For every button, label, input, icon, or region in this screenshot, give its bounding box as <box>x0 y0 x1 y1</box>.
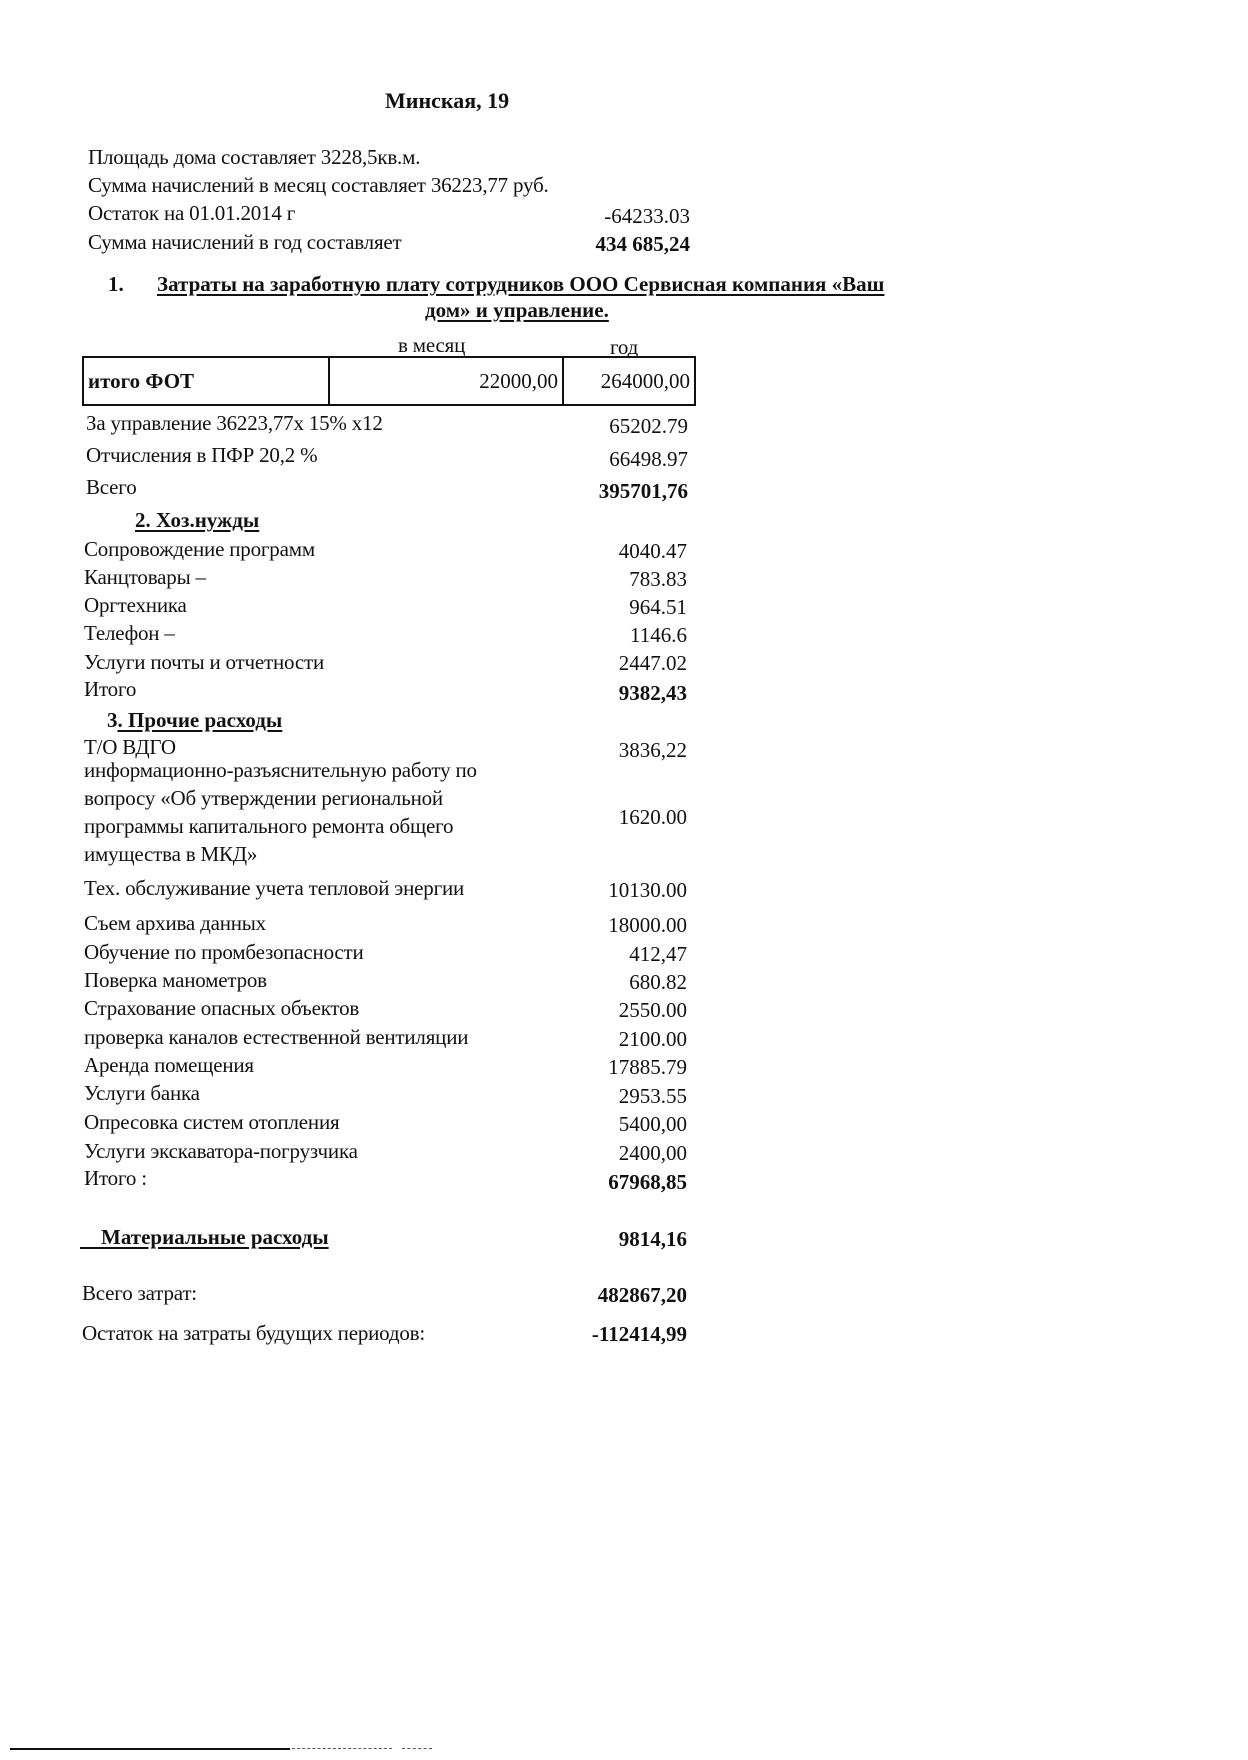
list-item-value: 680.82 <box>629 970 687 994</box>
column-header-year: год <box>610 335 639 359</box>
balance-label: Остаток на 01.01.2014 г <box>88 201 296 225</box>
list-item-value: 3836,22 <box>618 738 687 762</box>
list-item-value: 10130.00 <box>608 878 687 902</box>
future-remainder-label: Остаток на затраты будущих периодов: <box>82 1321 426 1345</box>
scan-edge-line <box>10 1748 290 1750</box>
list-item: Опресовка систем отопления <box>84 1110 340 1134</box>
list-item: вопросу «Об утверждении региональной <box>84 786 443 810</box>
section1-number: 1. <box>108 272 124 296</box>
list-item-value: 1146.6 <box>630 623 687 647</box>
list-item: Обучение по промбезопасности <box>84 940 364 964</box>
scan-edge-dots <box>402 1748 432 1750</box>
list-item-value: 18000.00 <box>608 913 687 937</box>
section2-total-value: 9382,43 <box>618 681 687 705</box>
list-item: имущества в МКД» <box>84 842 258 866</box>
list-item-value: 5400,00 <box>618 1112 687 1136</box>
fot-table <box>82 356 696 406</box>
list-item: Т/О ВДГО <box>84 735 176 759</box>
list-item-value: 412,47 <box>629 942 687 966</box>
table-row <box>83 357 695 405</box>
list-item: Поверка манометров <box>84 968 267 992</box>
list-item: Страхование опасных объектов <box>84 996 360 1020</box>
annual-charges-label: Сумма начислений в год составляет <box>88 230 402 254</box>
list-item-value: 2100.00 <box>618 1027 687 1051</box>
list-item: Телефон – <box>84 621 175 645</box>
list-item-value: 2447.02 <box>618 651 687 675</box>
management-fee-label: За управление 36223,77х 15% х12 <box>86 411 383 435</box>
list-item: проверка каналов естественной вентиляции <box>84 1025 469 1049</box>
fot-month-value: 22000,00 <box>329 357 563 405</box>
list-item: Канцтовары – <box>84 565 206 589</box>
list-item: Оргтехника <box>84 593 187 617</box>
materials-value: 9814,16 <box>618 1227 687 1251</box>
list-item: Услуги банка <box>84 1081 200 1105</box>
list-item-value: 1620.00 <box>618 805 687 829</box>
pension-fund-label: Отчисления в ПФР 20,2 % <box>86 443 318 467</box>
list-item: Сопровождение программ <box>84 537 315 561</box>
pension-fund-value: 66498.97 <box>609 447 688 471</box>
list-item: Услуги экскаватора-погрузчика <box>84 1139 358 1163</box>
section3-number: 3. Прочие расходы <box>107 708 283 732</box>
total-costs-value: 482867,20 <box>597 1283 687 1307</box>
section1-total-label: Всего <box>86 475 137 499</box>
list-item-value: 964.51 <box>629 595 687 619</box>
list-item-value: 4040.47 <box>618 539 687 563</box>
section1-title-line1: Затраты на заработную плату сотрудников ООО Сервисная компания «Ваш <box>157 272 885 296</box>
list-item-value: 2550.00 <box>618 998 687 1022</box>
section3-title: . Прочие расходы <box>117 708 283 732</box>
fot-label: итого ФОТ <box>83 357 329 405</box>
page-title: Минская, 19 <box>385 88 510 113</box>
monthly-charges-text: Сумма начислений в месяц составляет 36223,77 руб. <box>88 173 549 197</box>
list-item-value: 17885.79 <box>608 1055 687 1079</box>
list-item-value: 2953.55 <box>618 1084 687 1108</box>
management-fee-value: 65202.79 <box>609 414 688 438</box>
section1-total-value: 395701,76 <box>598 479 688 503</box>
materials-label: Материальные расходы <box>101 1225 329 1249</box>
column-header-month: в месяц <box>398 333 466 357</box>
section3-total-value: 67968,85 <box>608 1170 687 1194</box>
list-item: информационно-разъяснительную работу по <box>84 758 477 782</box>
future-remainder-value: -112414,99 <box>591 1322 687 1346</box>
scan-edge-dots <box>292 1748 392 1750</box>
list-item-value: 2400,00 <box>618 1141 687 1165</box>
balance-value: -64233.03 <box>604 204 690 228</box>
fot-year-value: 264000,00 <box>563 357 695 405</box>
section2-title: 2. Хоз.нужды <box>135 508 260 532</box>
house-area-text: Площадь дома составляет 3228,5кв.м. <box>88 145 421 169</box>
list-item: Аренда помещения <box>84 1053 254 1077</box>
section1-title-line2: дом» и управление. <box>425 298 609 322</box>
list-item: Съем архива данных <box>84 911 266 935</box>
section2-total-label: Итого <box>84 677 137 701</box>
list-item: Услуги почты и отчетности <box>84 650 324 674</box>
list-item-value: 783.83 <box>629 567 687 591</box>
annual-charges-value: 434 685,24 <box>595 232 690 256</box>
list-item: программы капитального ремонта общего <box>84 814 454 838</box>
total-costs-label: Всего затрат: <box>82 1281 197 1305</box>
list-item: Тех. обслуживание учета тепловой энергии <box>84 876 465 900</box>
section3-total-label: Итого : <box>84 1166 147 1190</box>
